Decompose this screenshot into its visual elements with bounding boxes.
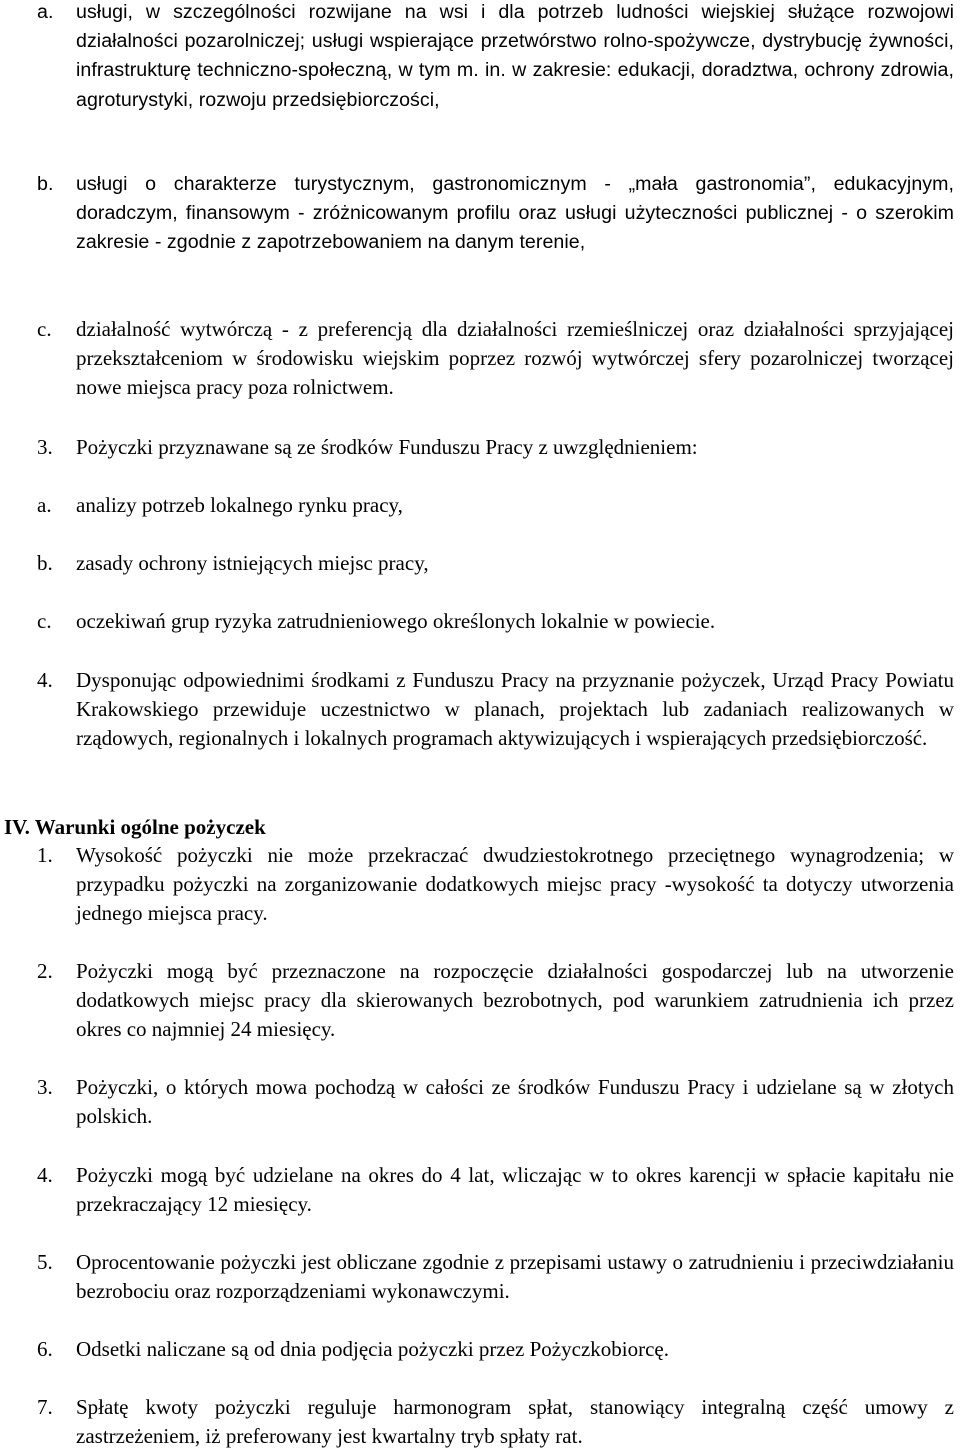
item-label: a. [37, 493, 52, 517]
item-text: Pożyczki mogą być udzielane na okres do 4 lat, wliczając w to okres karencji w spłacie kapitału nie przekraczający 12 miesięcy. [76, 1163, 954, 1217]
list-item-2-purpose [0, 957, 954, 1045]
list-item-3-currency [0, 1073, 954, 1131]
item-label: 2. [37, 959, 53, 983]
item-label: a. [37, 1, 54, 23]
list-item-7-repayment [0, 1393, 954, 1451]
item-text: działalność wytwórczą - z preferencją dla działalności rzemieślniczej oraz działalności sprzyjającej przekształceniom w środowisku wiejskim poprzez rozwój wytwórczej sfery pozarolniczej tworzącej nowe miejsca pracy poza rolnictwem. [76, 317, 954, 400]
item-text: analizy potrzeb lokalnego rynku pracy, [76, 493, 403, 517]
item-label: b. [37, 173, 54, 195]
item-text: Dysponując odpowiednimi środkami z Funduszu Pracy na przyznanie pożyczek, Urząd Pracy Powiatu Krakowskiego przewiduje uczestnictwo w planach, projektach lub zadaniach realizowanych w rządowych, regionalnych i lokalnych programach aktywizujących i wspierających przedsiębiorczość. [76, 668, 954, 751]
item-label: c. [37, 609, 52, 633]
item-text: Oprocentowanie pożyczki jest obliczane zgodnie z przepisami ustawy o zatrudnieniu i przeciwdziałaniu bezrobociu oraz rozporządzeniami wykonawczymi. [76, 1250, 954, 1304]
list-item-c-risk-groups [0, 607, 954, 636]
item-label: b. [37, 551, 53, 575]
list-item-3-loans-source [0, 433, 954, 462]
list-item-b-services [0, 170, 954, 258]
item-label: 5. [37, 1250, 53, 1274]
list-item-1-amount [0, 841, 954, 929]
item-text: Wysokość pożyczki nie może przekraczać dwudziestokrotnego przeciętnego wynagrodzenia; w przypadku pożyczki na zorganizowanie dodatkowych miejsc pracy -wysokość ta dotyczy utworzenia jednego miejsca pracy. [76, 843, 954, 926]
item-label: c. [37, 317, 52, 341]
list-item-5-interest [0, 1248, 954, 1306]
item-text: usługi o charakterze turystycznym, gastronomicznym - „mała gastronomia”, edukacyjnym, doradczym, finansowym - zróżnicowanym profilu oraz usługi użyteczności publicznej - o szerokim zakresie - zgodnie z zapotrzebowaniem na danym terenie, [76, 173, 954, 254]
item-text: Spłatę kwoty pożyczki reguluje harmonogram spłat, stanowiący integralną część umowy z zastrzeżeniem, iż preferowany jest kwartalny tryb spłaty rat. [76, 1395, 954, 1449]
item-text: usługi, w szczególności rozwijane na wsi i dla potrzeb ludności wiejskiej służące rozwojowi działalności pozarolniczej; usługi wspierające przetwórstwo rolno-spożywcze, dystrybucję żywności, infrastrukturę techniczno-społeczną, w tym m. in. w zakresie: edukacji, doradztwa, ochrony zdrowia, agroturystyki, rozwoju przedsiębiorczości, [76, 1, 954, 111]
list-item-b-protection [0, 549, 954, 578]
list-item-c-production [0, 315, 954, 403]
section-heading: IV. Warunki ogólne pożyczek [4, 815, 266, 839]
item-label: 7. [37, 1395, 53, 1419]
item-label: 4. [37, 668, 53, 692]
item-label: 4. [37, 1163, 53, 1187]
item-label: 3. [37, 435, 53, 459]
list-item-4-programs [0, 666, 954, 754]
item-label: 6. [37, 1337, 53, 1361]
list-item-6-accrual [0, 1335, 954, 1364]
list-item-a-analysis [0, 491, 954, 520]
item-text: Pożyczki, o których mowa pochodzą w całości ze środków Funduszu Pracy i udzielane są w złotych polskich. [76, 1075, 954, 1129]
item-text: oczekiwań grup ryzyka zatrudnieniowego określonych lokalnie w powiecie. [76, 609, 716, 633]
item-label: 3. [37, 1075, 53, 1099]
item-text: zasady ochrony istniejących miejsc pracy, [76, 551, 429, 575]
item-text: Pożyczki przyznawane są ze środków Funduszu Pracy z uwzględnieniem: [76, 435, 698, 459]
item-text: Odsetki naliczane są od dnia podjęcia pożyczki przez Pożyczkobiorcę. [76, 1337, 669, 1361]
list-item-a-services [0, 0, 954, 115]
item-text: Pożyczki mogą być przeznaczone na rozpoczęcie działalności gospodarczej lub na utworzenie dodatkowych miejsc pracy dla skierowanych bezrobotnych, pod warunkiem zatrudnienia ich przez okres co najmniej 24 miesięcy. [76, 959, 954, 1042]
item-label: 1. [37, 843, 53, 867]
list-item-4-period [0, 1161, 954, 1219]
